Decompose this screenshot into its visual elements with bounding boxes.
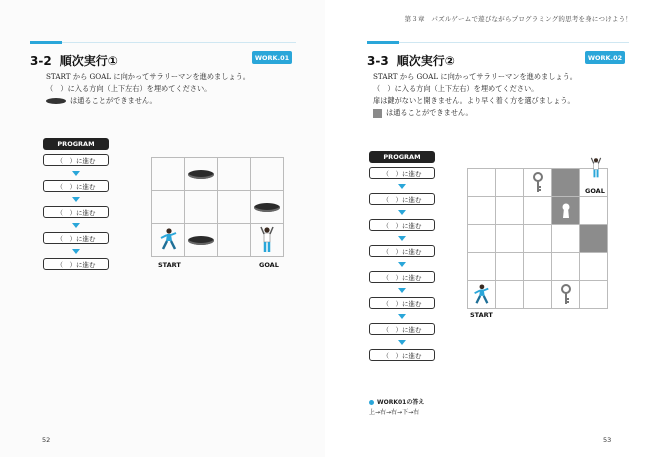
section-title-text: 順次実行② (396, 54, 455, 68)
businessman-icon (589, 156, 603, 180)
program-step[interactable]: （ ）に進む (369, 349, 435, 361)
grid-cell-start (468, 281, 496, 309)
answer-title (369, 398, 424, 408)
businessman-icon (157, 227, 179, 253)
grid-cell-blocked (580, 225, 608, 253)
work-badge: WORK.01 (252, 51, 292, 64)
grid-cell (468, 253, 496, 281)
down-arrow-icon (369, 335, 435, 349)
program-step[interactable]: （ ）に進む (43, 154, 109, 166)
grid-cell (496, 253, 524, 281)
grid-cell (552, 225, 580, 253)
instruction-line: 扉は鍵がないと開きません。より早く着く方を選びましょう。 (373, 96, 575, 105)
down-arrow-icon (369, 309, 435, 323)
start-label: START (470, 311, 493, 319)
work-badge: WORK.02 (585, 51, 625, 64)
section-title (30, 52, 118, 69)
program-step[interactable]: （ ）に進む (369, 271, 435, 283)
grid-cell (524, 225, 552, 253)
grid-cell-start (152, 224, 185, 257)
section-number: 3-3 (367, 53, 389, 68)
answer-title-text: WORK01の答え (377, 399, 425, 406)
businessman-icon (258, 226, 276, 254)
grid-cell (580, 253, 608, 281)
section-rule (367, 42, 629, 43)
hole-icon (188, 236, 214, 245)
section-title-text: 順次実行① (59, 54, 118, 68)
grid-cell (251, 191, 284, 224)
puzzle-grid (151, 157, 284, 257)
down-arrow-icon (369, 205, 435, 219)
grid-cell (218, 224, 251, 257)
instructions (373, 71, 577, 119)
keyhole-door-icon (560, 202, 572, 220)
goal-label: GOAL (259, 261, 279, 269)
grid-cell (185, 224, 218, 257)
grid-cell (185, 158, 218, 191)
section-title (367, 52, 455, 69)
grid-cell (552, 281, 580, 309)
program-panel (369, 151, 435, 361)
grid-cell (524, 281, 552, 309)
instructions (46, 71, 250, 107)
program-header: PROGRAM (43, 138, 109, 150)
program-step[interactable]: （ ）に進む (369, 193, 435, 205)
grid-cell (496, 169, 524, 197)
grid-cell (152, 158, 185, 191)
program-step[interactable]: （ ）に進む (369, 245, 435, 257)
down-arrow-icon (43, 166, 109, 180)
hole-icon (254, 203, 280, 212)
hole-icon (188, 170, 214, 179)
instruction-line-hole (46, 95, 250, 107)
grid-cell-door (552, 197, 580, 225)
goal-label: GOAL (585, 187, 605, 195)
program-step[interactable]: （ ）に進む (43, 180, 109, 192)
program-step[interactable]: （ ）に進む (43, 206, 109, 218)
grid-cell (468, 169, 496, 197)
program-step[interactable]: （ ）に進む (369, 167, 435, 179)
grid-cell (152, 191, 185, 224)
instruction-line: （ ）に入る方向（上下左右）を埋めてください。 (373, 84, 539, 93)
program-step[interactable]: （ ）に進む (369, 323, 435, 335)
bullet-icon (369, 400, 374, 405)
instruction-line-block (373, 107, 577, 119)
instruction-text: は通ることができません。 (70, 96, 157, 105)
program-panel (43, 138, 109, 270)
instruction-text: は通ることができません。 (386, 108, 473, 117)
page-number: 52 (42, 436, 51, 444)
section-rule (30, 42, 296, 43)
grid-cell (496, 197, 524, 225)
grid-cell-blocked (552, 169, 580, 197)
down-arrow-icon (43, 192, 109, 206)
grid-cell (580, 197, 608, 225)
program-step[interactable]: （ ）に進む (43, 258, 109, 270)
hole-icon (46, 98, 66, 104)
down-arrow-icon (369, 179, 435, 193)
down-arrow-icon (43, 218, 109, 232)
answer-text: 上→右→右→下→右 (369, 409, 420, 416)
answer-box (369, 398, 424, 418)
grid-cell (496, 225, 524, 253)
grid-cell (496, 281, 524, 309)
grid-cell (251, 158, 284, 191)
grid-cell (524, 197, 552, 225)
instruction-line: （ ）に入る方向（上下左右）を埋めてください。 (46, 84, 212, 93)
page-number: 53 (603, 436, 612, 444)
grid-cell (524, 253, 552, 281)
grid-cell-goal (251, 224, 284, 257)
program-step[interactable]: （ ）に進む (369, 297, 435, 309)
grid-cell (468, 225, 496, 253)
blocked-cell-icon (373, 109, 382, 118)
down-arrow-icon (369, 231, 435, 245)
program-step[interactable]: （ ）に進む (43, 232, 109, 244)
grid-cell (218, 191, 251, 224)
down-arrow-icon (43, 244, 109, 258)
grid-cell (218, 158, 251, 191)
section-number: 3-2 (30, 53, 52, 68)
start-label: START (158, 261, 181, 269)
down-arrow-icon (369, 257, 435, 271)
grid-cell (524, 169, 552, 197)
grid-cell (468, 197, 496, 225)
grid-cell (185, 191, 218, 224)
grid-cell (552, 253, 580, 281)
down-arrow-icon (369, 283, 435, 297)
chapter-header: 第３章 パズルゲームで遊びながらプログラミング的思考を身につけよう！ (404, 15, 632, 23)
program-header: PROGRAM (369, 151, 435, 163)
key-icon (559, 284, 573, 306)
program-step[interactable]: （ ）に進む (369, 219, 435, 231)
grid-cell (580, 281, 608, 309)
instruction-line: START から GOAL に向かってサラリーマンを進めましょう。 (46, 72, 250, 81)
businessman-icon (471, 283, 491, 307)
right-page (325, 0, 650, 457)
instruction-line: START から GOAL に向かってサラリーマンを進めましょう。 (373, 72, 577, 81)
key-icon (531, 172, 545, 194)
